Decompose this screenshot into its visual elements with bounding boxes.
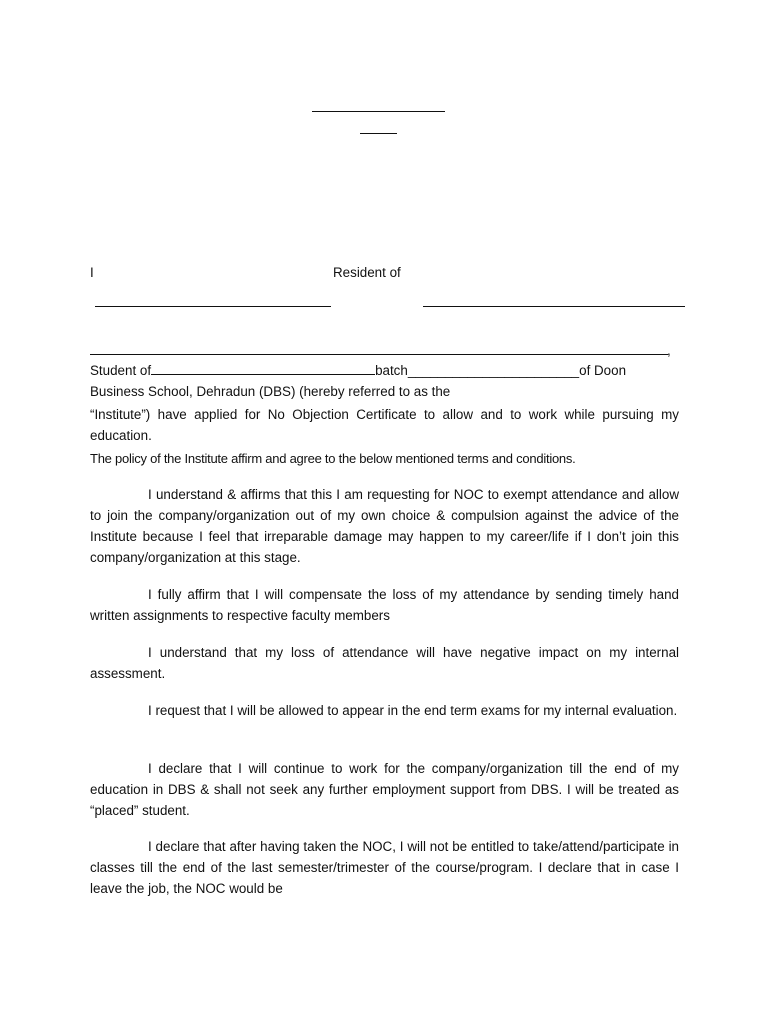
- paragraph-1: I understand & affirms that this I am requesting for NOC to exempt attendance and allow to join the company/organization out of my own choice & compulsion against the advice of the Institute because I feel that irreparable damage may happen to my career/life if I don’t join this company/organization at this stage.: [90, 487, 679, 565]
- i-label: I: [90, 265, 94, 280]
- name-blank-line[interactable]: [95, 306, 331, 307]
- title-blank-line: [312, 111, 445, 112]
- policy-line: The policy of the Institute affirm and agree to the below mentioned terms and conditions.: [90, 451, 576, 466]
- paragraph-6: I declare that after having taken the NOC, I will not be entitled to take/attend/participate in classes till the end of the last semester/trimester of the course/program. I declare that in case I leave the job, the NOC would be: [90, 839, 679, 896]
- paragraph-2: I fully affirm that I will compensate the loss of my attendance by sending timely hand written assignments to respective faculty members: [90, 587, 679, 623]
- institute-paragraph: “Institute”) have applied for No Objection Certificate to allow and to work while pursuing my education.: [90, 407, 679, 443]
- business-school-line: Business School, Dehradun (DBS) (hereby referred to as the: [90, 384, 451, 399]
- paragraph-3: I understand that my loss of attendance will have negative impact on my internal assessment.: [90, 645, 679, 681]
- comma: ,: [667, 343, 671, 358]
- of-doon-label: of Doon: [579, 363, 627, 378]
- batch-label: batch: [375, 363, 408, 378]
- subtitle-blank-line: [360, 133, 397, 134]
- resident-of-label: Resident of: [333, 265, 401, 280]
- paragraph-4: I request that I will be allowed to appear in the end term exams for my internal evaluation.: [148, 703, 678, 718]
- student-of-label: Student of: [90, 363, 152, 378]
- address-blank-line-1[interactable]: [423, 306, 685, 307]
- batch-blank[interactable]: _______________________: [407, 363, 580, 378]
- paragraph-5: I declare that I will continue to work for the company/organization till the end of my education in DBS & shall not seek any further employment support from DBS. I will be treated as “placed” student.: [90, 761, 679, 818]
- student-of-line: [90, 360, 626, 381]
- program-blank-line[interactable]: [151, 362, 375, 375]
- address-blank-line-2[interactable]: [90, 354, 668, 355]
